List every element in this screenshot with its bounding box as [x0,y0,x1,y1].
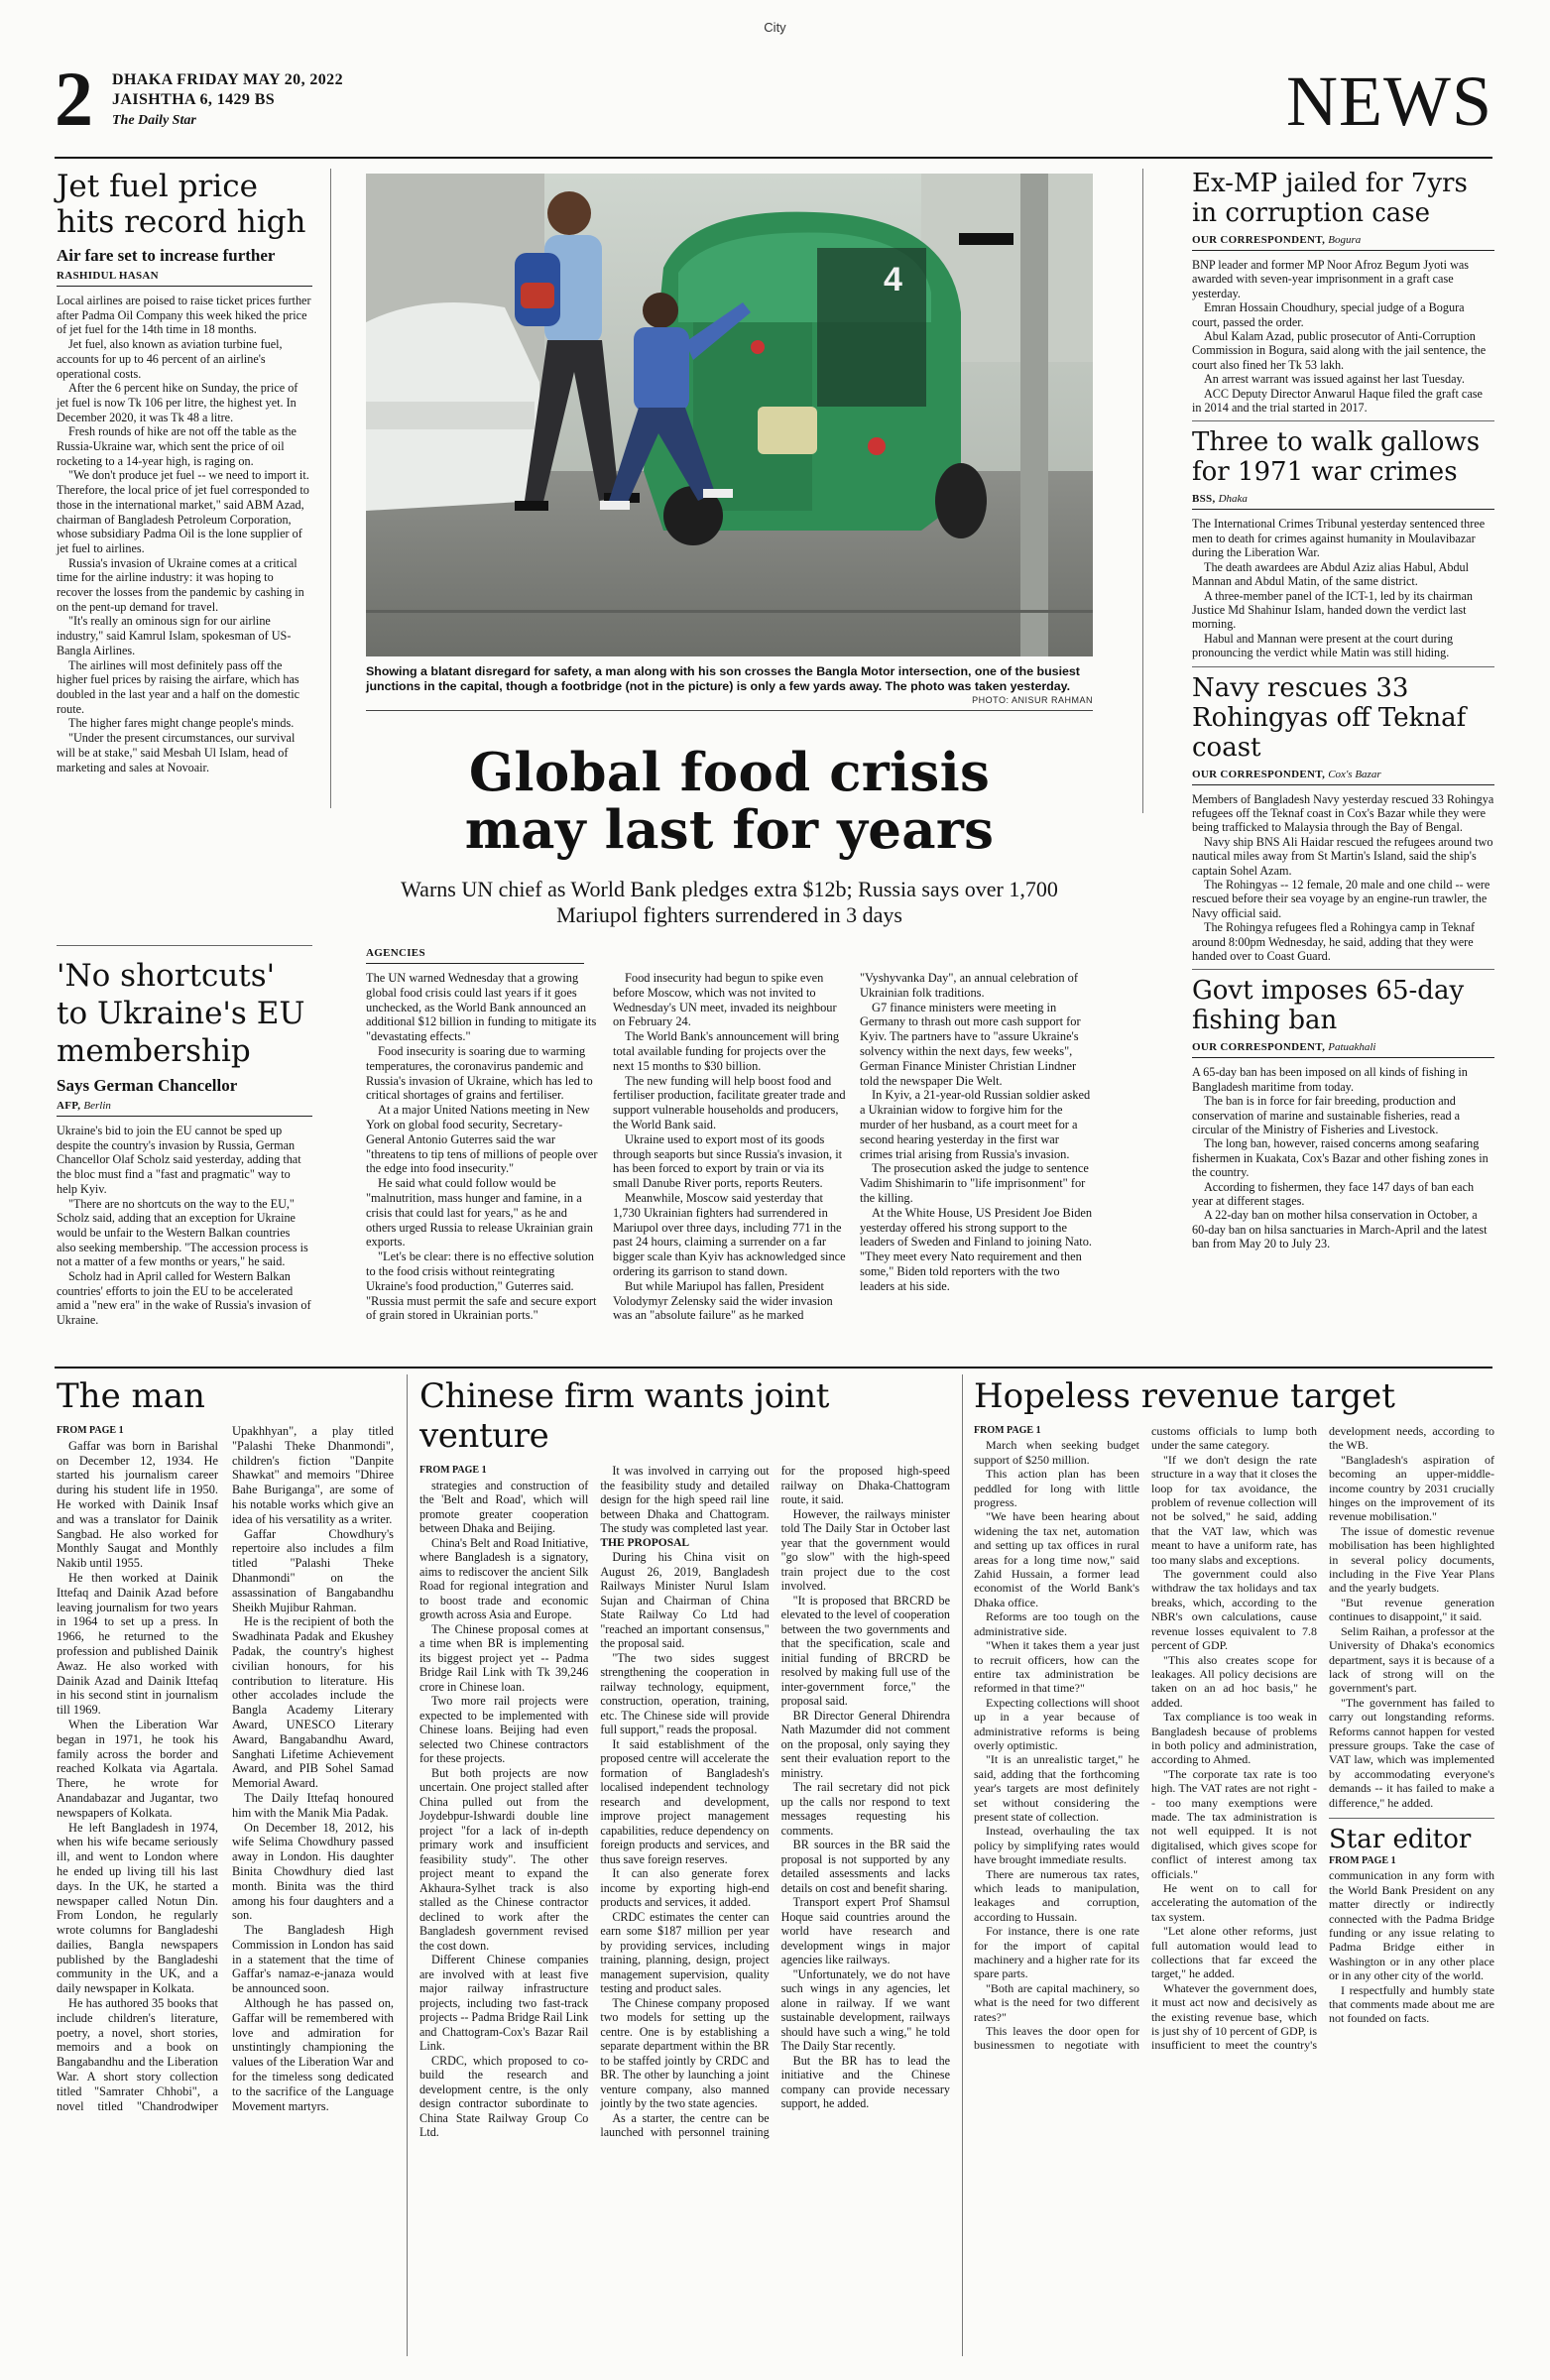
paragraph: Russia's invasion of Ukraine comes at a critical time for the airline industry: it was hoping to recover the losses from the pandemic by cashing in on the pent-up demand for travel. [57,555,304,614]
byline-source: OUR CORRESPONDENT, [1192,1041,1326,1054]
story-divider [1192,420,1494,421]
paragraph: "There are no shortcuts on the way to the EU," Scholz said, adding that an exception for Ukraine would be unfair to the Western Balkan countries also seeking membership. "The accession process is not a matter of a few months or years," he said. [57,1196,308,1269]
story-body [1192,792,1494,964]
byline-place: Dhaka [1218,493,1248,506]
deck: Air fare set to increase further [57,246,276,265]
paragraph: During his China visit on August 26, 2019, Bangladesh Railways Minister Nurul Islam Sujan and Chairman of China State Railway Co Ltd had "reached an important consensus," the proposal said. [600,1550,770,1650]
paragraph: CRDC estimates the center can earn some $187 million per year by providing services, including training, planning, design, project management supervision, quality testing and product sales. [600,1909,770,1995]
main-story-body-wrap [366,947,1093,1377]
paragraph: Food insecurity is soaring due to warming temperatures, the coronavirus pandemic and Russia's invasion of Ukraine, which has led to critical shortages of grains and fertiliser. [366,1043,593,1103]
paragraph: "It's really an ominous sign for our airline industry," said Kamrul Islam, spokesman of US-Bangla Airlines. [57,614,292,657]
paper-logo: The Daily Star [112,113,196,128]
story-gallows [1192,427,1494,659]
paragraph: The Rohingyas -- 12 female, 20 male and one child -- were rescued before their sea voyage by an engine-run trawler, the Navy official said. [1192,877,1490,920]
photo-caption: Showing a blatant disregard for safety, a man along with his son crosses the Bangla Motor intersection, one of the busiest junctions in the capital, though a footbridge (not in the picture) is only a few yards away. The photo was taken yesterday. [366,664,1080,693]
photo-rule [366,710,1093,711]
paragraph: I respectfully and humbly state that comments made about me are not founded on facts. [1329,1982,1494,2026]
story-divider [57,945,312,946]
story-no-shortcuts [57,957,312,1328]
paragraph: It can also generate forex income by exporting high-end products and services, it added. [600,1866,770,1909]
paragraph: "Both are capital machinery, so what is the need for two different rates?" [974,1980,1139,2024]
paragraph: The Daily Ittefaq honoured him with the Manik Mia Padak. [232,1790,394,1820]
paragraph: Meanwhile, Moscow said yesterday that 1,730 Ukrainian fighters had surrendered in Mariupol over three days, including 771 in the past 24 hours, claiming a surrender on a far bigger scale than Kyiv has acknowledged since ordering its garrison to stand down. [613,1190,846,1278]
story-ex-mp [1192,169,1494,415]
paragraph: China's Belt and Road Initiative, where Bangladesh is a signatory, aims to rediscover the ancient Silk Road for regional integration and to boost trade and economic growth across Asia and Europe. [419,1535,589,1621]
paragraph: Different Chinese companies are involved with at least five major railway infrastructure projects, including two fast-track projects -- Padma Bridge Rail Link and Chattogram-Cox's Bazar Rail Link. [419,1953,589,2053]
paragraph: But both projects are now uncertain. One project stalled after China pulled out from the Joydebpur-Ishwardi double line project "for a lack of in-depth primary work and insufficient feasibility study". The other project meant to expand the Akhaura-Sylhet track is also stalled as the Chinese contractor declined to work after the Bangladesh government revised the cost down. [419,1765,589,1953]
column-divider [962,1374,963,2356]
paragraph: Fresh rounds of hike are not off the table as the Russia-Ukraine war, which sent the price of oil rocketing to a 14-year high, is raging on. [57,424,297,468]
column-divider [1142,169,1143,813]
paragraph: The prosecution asked the judge to sentence Vadim Shishimarin to "life imprisonment" for the killing. [860,1161,1089,1205]
paragraph: The rail secretary did not pick up the calls nor respond to text messages requesting his comments. [780,1780,950,1838]
paragraph: A three-member panel of the ICT-1, led by its chairman Justice Md Shahinur Islam, handed down the verdict last morning. [1192,588,1473,632]
from-page-tag: FROM PAGE 1 [419,1465,487,1476]
paragraph: Emran Hossain Choudhury, special judge of a Bogura court, passed the order. [1192,300,1465,329]
paragraph: "Let's be clear: there is no effective solution to the food crisis without reintegrating Ukraine's food production," Guterres said. "Russia must permit the safe and secure export of grain stored in Ukrainian ports." [366,1250,597,1323]
story-star-editor [1329,1818,1494,2026]
story-chinese-firm [419,1376,950,2380]
paragraph: Scholz had in April called for Western Balkan countries' efforts to join the EU to be accelerated amid a "new era" in the wake of Russia's invasion of Ukraine. [57,1269,311,1328]
paragraph: "Under the present circumstances, our survival will be at stake," said Mesbah Ul Islam, head of marketing and sales at Novoair. [57,731,296,774]
paragraph: BNP leader and former MP Noor Afroz Begum Jyoti was awarded with seven-year imprisonment in a graft case yesterday. [1192,258,1470,300]
paragraph: As a starter, the centre can be launched with personnel training for the proposed high-speed railway on Dhaka-Chattogram route, it said. [600,1464,950,2139]
paragraph: Members of Bangladesh Navy yesterday rescued 33 Rohingya refugees off the Teknaf coast in Cox's Bazar while they were being trafficked to Malaysia through the Bay of Bengal. [1192,791,1494,835]
paragraph: "The two sides suggest strengthening the cooperation in railway technology, equipment, construction, operation, training, etc. The Chinese side will provide full support," reads the proposal. [600,1650,770,1736]
from-page-tag: FROM PAGE 1 [57,1425,124,1436]
paragraph: The issue of domestic revenue mobilisation has been highlighted in several policy documents, including in the Five Year Plans and the yearly budgets. [1329,1523,1494,1596]
story-body [57,1424,394,2376]
paragraph: The World Bank's announcement will bring total available funding for projects over the next 15 months to $30 billion. [613,1029,840,1073]
paragraph: A 22-day ban on mother hilsa conservation in October, a 60-day ban on hilsa sanctuaries in March-April and the latest ban from May 20 to July 23. [1192,1208,1488,1251]
headline: Chinese firm wants joint venture [419,1376,829,1456]
paragraph: The ban is in force for fair breeding, production and conservation of marine and sustainable fisheries, read a circular of the Ministry of Fisheries and Livestock. [1192,1094,1461,1137]
byline: AGENCIES [366,947,584,964]
headline: Star editor [1329,1824,1472,1854]
bottom-section-rule [55,1367,1492,1368]
dateline: DHAKA FRIDAY MAY 20, 2022 [112,71,343,88]
paragraph: Ukraine's bid to join the EU cannot be sped up despite the country's invasion by Russia, German Chancellor Olaf Scholz said yesterday, adding that the bloc must find a "fast and pragmatic" way to help Kyiv. [57,1124,301,1196]
main-headline: Global food crisis may last for years [464,742,995,861]
paragraph: Gaffar was born in Barishal on December 12, 1934. He started his journalism career during his student life in 1950. He worked with Dainik Insaf and was a translator for Dainik Sangbad. He also worked for Monthly Saugat and Monthly Nakib until 1955. [57,1438,218,1571]
byline-source: BSS, [1192,493,1216,506]
paragraph: Ukraine used to export most of its goods through seaports but since Russia's invasion, it has been forced to export by train or via its small Danube River ports, reports Reuters. [613,1131,843,1191]
paragraph: He said what could follow would be "malnutrition, mass hunger and famine, in a crisis that could last for years," as he and others urged Russia to release Ukrainian grain exports. [366,1176,593,1250]
story-body [419,1464,950,2380]
byline-source: OUR CORRESPONDENT, [1192,234,1326,246]
paragraph: BR Director General Dhirendra Nath Mazumder did not comment on the proposal, only saying they sent their evaluation report to the ministry. [780,1708,950,1780]
story-global-food [366,744,1093,928]
paragraph: He then worked at Dainik Ittefaq and Dainik Azad before leaving journalism for two years in 1964 to set up a press. In 1966, he returned to the profession and published Dainik Awaz. He also worked with Dainik Azad and Dainik Ittefaq in his second stint in journalism till 1969. [57,1570,218,1718]
paragraph: "It is an unrealistic target," he said, adding that the forthcoming year's targets are most definitely set without considering the present state of collection. [974,1752,1139,1824]
story-body [1192,517,1494,659]
paragraph: He has authored 35 books that include children's literature, poetry, a novel, short stories, memoirs and a book on Bangabandhu and the Liberation War. A short story collection titled "Samrater Chhobi", a novel titled "Chandrodwiper Upakhhyan", a play titled "Palashi Theke Dhanmondi", children's fiction "Danpite Shawkat" and memoirs "Dhiree Bahe Buriganga", are some of his notable works which give an idea of his versatility as a writer. [57,1424,394,2113]
story-body [366,971,1093,1377]
paragraph: Habul and Mannan were present at the court during pronouncing the verdict while Matin was still hiding. [1192,631,1454,660]
byline [1192,1041,1494,1058]
paragraph: Selim Raihan, a professor at the University of Dhaka's economics department, says it is because of a lack of strong will on the government's part. [1329,1623,1494,1696]
paragraph: "Bangladesh's aspiration of becoming an upper-middle-income country by 2031 crucially hinges on the improvement of its revenue mobilisation." [1329,1452,1494,1524]
paragraph: There are numerous tax rates, which leads to manipulation, leakages and corruption, according to Hussain. [974,1866,1139,1924]
paragraph: After the 6 percent hike on Sunday, the price of jet fuel is now Tk 106 per litre, the highest yet. In December 2020, it was Tk 48 a litre. [57,381,298,424]
paragraph: It said establishment of the proposed centre will accelerate the formation of Bangladesh's localised independent technology research and development, improve project management capabilities, reduce dependency on foreign products and services, and thus save foreign reserves. [600,1736,770,1866]
paragraph: "We have been hearing about widening the tax net, automation and setting up tax offices in rural areas for a long time now," said Zahid Hussain, a former lead economist of the World Bank's Dhaka office. [974,1509,1139,1609]
paragraph: "If we don't design the rate structure in a way that it closes the loop for tax avoidance, the problem of revenue collection will not be solved," he said, adding that the VAT law, which was meant to have a uniform rate, has too many slabs and exceptions. [1151,1452,1317,1567]
photo-credit: PHOTO: ANISUR RAHMAN [972,695,1093,705]
byline-place: Berlin [83,1100,111,1112]
byline-source: OUR CORRESPONDENT, [1192,768,1326,780]
paragraph: However, the railways minister told The Daily Star in October last year that the government would "go slow" with the high-speed train project due to the cost involved. [780,1506,950,1593]
story-fishing-ban [1192,976,1494,1250]
paragraph: This leaves the door open for businessmen to negotiate with customs officials to lump both under the same category. [974,1424,1317,2053]
paragraph: Gaffar Chowdhury's repertoire also includes a film titled "Palashi Theke Dhanmondi" on the assassination of Bangabandhu Sheikh Mujibur Rahman. [232,1526,394,1614]
story-rohingyas [1192,673,1494,964]
paragraph: Although he has passed on, Gaffar will be remembered with love and admiration for unstintingly championing the values of the Liberation War and for the timeless song dedicated to the sacrifice of the Language Movement martyrs. [232,1996,394,2113]
bangla-date: JAISHTHA 6, 1429 BS [112,91,276,108]
column-divider [407,1374,408,2356]
paragraph: Reforms are too tough on the administrative side. [974,1609,1139,1638]
paragraph: The Bangladesh High Commission in London has said in a statement that the time of Gaffar's namaz-e-janaza would be announced soon. [232,1923,394,1996]
paragraph: March when seeking budget support of $250 million. [974,1438,1139,1467]
masthead [55,56,1492,151]
paragraph: "The corporate tax rate is too high. The VAT rates are not right -- too many exemptions were made. The tax administration is not well equipped. It is not digitalised, which gives scope for conflict of interest among tax officials." [1151,1766,1317,1881]
paragraph: This action plan has been peddled for long with little progress. [974,1467,1139,1510]
cng-number: 4 [884,261,902,298]
paragraph: "But revenue generation continues to disappoint," it said. [1329,1595,1494,1624]
paragraph: CRDC, which proposed to co-build the research and development centre, is the only design contractor subordinate to China State Railway Group Co Ltd. [419,2053,589,2139]
byline [1192,493,1494,510]
paragraph: Food insecurity had begun to spike even before Moscow, which was not invited to Wednesday's UN meet, invaded its neighbour on February 24. [613,971,837,1029]
paragraph: The death awardees are Abdul Aziz alias Habul, Abdul Mannan and Abdul Matin, of the same district. [1192,559,1470,589]
headline: Jet fuel price hits record high [57,169,306,240]
paragraph: BR sources in the BR said the proposal is not supported by any detailed assessments and lacks details on cost and benefit sharing. [780,1838,950,1895]
paragraph: In Kyiv, a 21-year-old Russian soldier asked a Ukrainian widow to forgive him for the murder of her husband, as a court meet for a second hearing yesterday in the first war crimes trial arising from Russia's invasion. [860,1088,1091,1161]
paragraph: Local airlines are poised to raise ticket prices further after Padma Oil Company this week hiked the price of jet fuel for the 14th time in 18 months. [57,294,311,337]
paragraph: Navy ship BNS Ali Haidar rescued the refugees around two nautical miles away from St Martin's Island, said the ship's captain Sohel Azam. [1192,834,1493,878]
deck: Says German Chancellor [57,1076,238,1095]
paragraph: "When it takes them a year just to recruit officers, how can the entire tax administration be reformed in that time?" [974,1638,1139,1696]
paragraph: The Chinese proposal comes at a time when BR is implementing its biggest project yet -- Padma Bridge Rail Link with Tk 39,246 crore in Chinese loan. [419,1621,589,1694]
paragraph: When the Liberation War began in 1971, he took his family across the border and reached Kolkata via Agartala. There, he wrote for Anandabazar and Jugantar, two newspapers of Kolkata. [57,1717,218,1820]
main-deck: Warns UN chief as World Bank pledges extra $12b; Russia says over 1,700 Mariupol fighters surrendered in 3 days [401,877,1058,927]
paragraph: The Chinese company proposed two models for setting up the centre. One is by establishing a separate department within the BR to be staffed jointly by CRDC and BR. The other by launching a joint venture company, also manned jointly by the two state agencies. [600,1995,770,2110]
headline: Navy rescues 33 Rohingyas off Teknaf coast [1192,672,1467,763]
from-page-tag: FROM PAGE 1 [974,1425,1041,1436]
section-title: NEWS [1286,61,1492,141]
paragraph: Instead, overhauling the tax policy by simplifying rates would have brought immediate results. [974,1824,1139,1867]
headline: Govt imposes 65-day fishing ban [1192,976,1465,1036]
masthead-rule [55,157,1492,159]
headline: Three to walk gallows for 1971 war crimes [1192,427,1481,488]
paragraph: On December 18, 2012, his wife Selima Chowdhury passed away in London. His daughter Binita Chowdhury died last month. Binita was the third among his four daughters and a son. [232,1820,394,1923]
right-column [1192,169,1494,1251]
paragraph: Abul Kalam Azad, public prosecutor of Anti-Corruption Commission in Bogura, said along with the jail sentence, the court also fined her Tk 53 lakh. [1192,329,1487,372]
paragraph: A 65-day ban has been imposed on all kinds of fishing in Bangladesh maritime from today. [1192,1065,1468,1094]
paragraph: Whatever the government does, it must act now and decisively as the existing revenue base, which is just shy of 10 percent of GDP, is insufficient to meet the country's development needs, according to the WB. [1151,1424,1494,2053]
paragraph: But while Mariupol has fallen, President Volodymyr Zelensky said the wider invasion was an "absolute failure" as he marked "Vyshyvanka Day", an annual celebration of Ukrainian folk traditions. [613,971,1078,1323]
story-divider [1192,969,1494,970]
byline: RASHIDUL HASAN [57,270,312,287]
headline: Ex-MP jailed for 7yrs in corruption case [1192,169,1468,228]
story-body [57,1124,312,1328]
paragraph: He is the recipient of both the Swadhinata Padak and Ekushey Padak, the country's highest civilian honours, for his contribution to literature. His other accolades include the Bangla Academy Literary Award, UNESCO Literary Award, Bangabandhu Award, Sanghati Lifetime Achievement Award, and PIB Sohel Samad Memorial Award. [232,1614,394,1791]
paragraph: For instance, there is one rate for the import of capital machinery and a higher rate for its spare parts. [974,1924,1139,1981]
paragraph: The Rohingya refugees fled a Rohingya camp in Teknaf around 8:00pm Wednesday, he said, adding that they were handed over to Coast Guard. [1192,920,1476,963]
paragraph: "Unfortunately, we do not have such wings in any agencies, let alone in railway. If we want sustainable development, railways should have such a wing," he told The Daily Star recently. [780,1966,950,2053]
paragraph: Jet fuel, also known as aviation turbine fuel, accounts for up to 46 percent of an airline's operational costs. [57,337,283,381]
story-the-man [57,1376,394,2376]
news-photo [366,174,1093,656]
paragraph: "Let alone other reforms, just full automation would lead to collections that far exceed the target," he added. [1151,1924,1317,1981]
paragraph: An arrest warrant was issued against her last Tuesday. [1204,372,1465,387]
byline-place: Bogura [1328,234,1362,246]
byline-agency: AFP, [57,1100,81,1112]
paragraph: ACC Deputy Director Anwarul Haque filed the graft case in 2014 and the trial started in 2017. [1192,386,1483,416]
paragraph: But the BR has to lead the initiative and the Chinese company can provide necessary support, he added. [780,2053,950,2110]
page-number: 2 [55,56,93,142]
headline: 'No shortcuts' to Ukraine's EU membership [57,958,305,1069]
paragraph: "The government has failed to carry out longstanding reforms. Reforms cannot happen for vested pressure groups. Take the case of VAT law, which was implemented by accommodating everyone's demands -- it has failed to make a difference," he added. [1329,1695,1494,1810]
paragraph: "This also creates scope for leakages. All policy decisions are taken on an ad hoc basis," he added. [1151,1652,1317,1710]
story-revenue [974,1376,1494,2376]
subhead: THE PROPOSAL [600,1536,690,1549]
paragraph: The International Crimes Tribunal yesterday sentenced three men to death for crimes against humanity in Moulavibazar during the Liberation War. [1192,517,1486,560]
story-body [974,1424,1494,2376]
byline [1192,769,1494,785]
story-body [1192,258,1494,415]
paragraph: communication in any form with the World Bank President on any matter directly or indirectly connected with the Padma Bridge funding or any issue relating to Padma Bridge either in Washington or in any other place or in any other city of the world. [1329,1868,1494,1983]
headline: The man [57,1376,205,1416]
paragraph: The UN warned Wednesday that a growing global food crisis could last years if it goes unchecked, as the World Bank announced an additional $12 billion in funding to mitigate its "devastating effects." [366,971,597,1044]
paragraph: He left Bangladesh in 1974, when his wife became seriously ill, and went to London where he ended up living till his last days. In the UK, he started a newspaper called Notun Din. From London, he regularly wrote columns for Bangladeshi dailies, Bangla newspapers published by the Bangladeshi community in the UK, and a daily newspaper in Kolkata. [57,1820,218,1996]
paragraph: G7 finance ministers were meeting in Germany to thrash out more cash support for Kyiv. The partners have to "assure Ukraine's solvency within the next days, few weeks", German Finance Minister Christian Lindner told the newspaper Die Welt. [860,1000,1081,1088]
paragraph: The new funding will help boost food and fertiliser production, facilitate greater trade and support vulnerable households and producers, the World Bank said. [613,1073,846,1131]
byline [57,1100,312,1117]
paragraph: strategies and construction of the 'Belt and Road', which will promote greater cooperation between Dhaka and Beijing. [419,1478,589,1535]
byline-place: Cox's Bazar [1328,768,1381,780]
story-body [1192,1065,1494,1250]
paragraph: Expecting collections will shoot up in a year because of administrative reforms is being overly optimistic. [974,1695,1139,1752]
paragraph: According to fishermen, they face 147 days of ban each year at different stages. [1192,1179,1475,1209]
section-label: City [764,20,786,35]
paragraph: Two more rail projects were expected to be implemented with Chinese loans. Beijing had even selected two Chinese contractors for these projects. [419,1694,589,1765]
paragraph: At the White House, US President Joe Biden yesterday offered his strong support to the leaders of Sweden and Finland to joining Nato. "They meet every Nato requirement and then some," Biden told reporters with the two leaders at his side. [860,1205,1093,1293]
paragraph: "We don't produce jet fuel -- we need to import it. Therefore, the local price of jet fuel corresponded to those in the international market," said ABM Azad, chairman of Bangladesh Petroleum Corporation, whose subsidiary Padma Oil is the lone supplier of jet fuel to airlines. [57,468,309,555]
byline-place: Patuakhali [1328,1041,1376,1054]
paragraph: The airlines will most definitely pass off the higher fuel prices by raising the airfare, which has doubled in the last year and a half on the domestic route. [57,657,300,716]
story-divider [1192,666,1494,667]
paragraph: The long ban, however, raised concerns among seafaring fishermen in Kuakata, Cox's Bazar and other fishing zones in the country. [1192,1136,1489,1180]
story-body [57,294,312,774]
headline: Hopeless revenue target [974,1376,1395,1416]
paragraph: It was involved in carrying out the feasibility study and detailed design for the high speed rail line between Dhaka and Chattogram. The study was completed last year. [600,1464,770,1535]
paragraph: Tax compliance is too weak in Bangladesh because of problems in both policy and administration, according to Ahmed. [1151,1710,1317,1767]
column-divider [330,169,331,808]
byline [1192,234,1494,251]
paragraph: "It is proposed that BRCRD be elevated to the level of cooperation between the two governments and that the specification, scale and initial funding of BRCRD be resolved by making full use of the inter-government force," the proposal said. [780,1593,950,1708]
paragraph: The government could also withdraw the tax holidays and tax breaks, which, according to the NBR's own calculations, cause revenue losses equivalent to 7.8 percent of GDP. [1151,1567,1317,1653]
paragraph: The higher fares might change people's minds. [68,716,295,731]
paragraph: Transport expert Prof Shamsul Hoque said countries around the world have research and development wings in major agencies like railways. [780,1895,950,1966]
paragraph: At a major United Nations meeting in New York on global food security, Secretary-General Antonio Guterres said the war "threatens to tip tens of millions of people over the edge into food insecurity." [366,1103,598,1176]
photo-street-scene [366,174,1093,656]
from-page-tag: FROM PAGE 1 [1329,1854,1396,1866]
story-jet-fuel [57,169,312,774]
paragraph: He went on to call for accelerating the automation of the tax system. [1151,1881,1317,1924]
